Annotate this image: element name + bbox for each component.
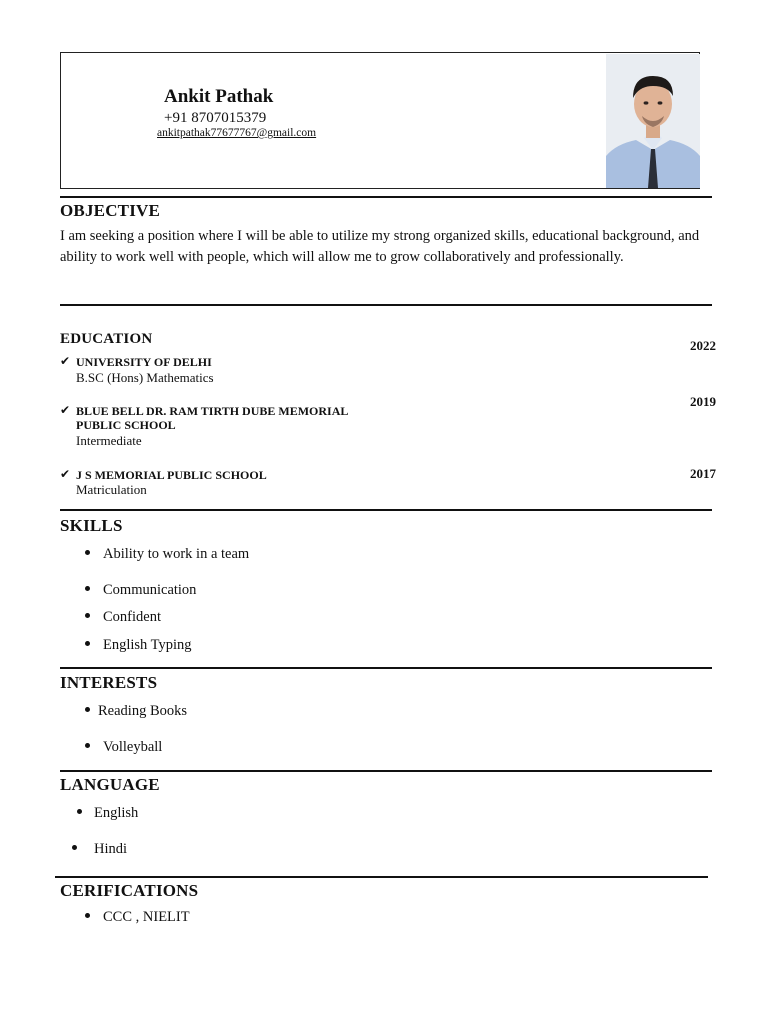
- education-title: EDUCATION: [60, 331, 153, 347]
- list-item: Ability to work in a team: [85, 546, 249, 563]
- portrait-illustration: [606, 54, 700, 188]
- list-item: English Typing: [85, 637, 192, 654]
- list-item: Communication: [85, 582, 196, 599]
- edu-school-2-line2: PUBLIC SCHOOL: [76, 418, 176, 432]
- edu-degree-3: Matriculation: [76, 482, 147, 497]
- bullet-icon: [85, 613, 90, 618]
- bullet-icon: [85, 707, 90, 712]
- bullet-icon: [85, 641, 90, 646]
- edu-year-3: 2017: [690, 466, 716, 481]
- list-item: Confident: [85, 609, 161, 626]
- bullet-icon: [85, 913, 90, 918]
- edu-year-1: 2022: [690, 338, 716, 353]
- list-item: CCC , NIELIT: [85, 909, 190, 926]
- edu-school-1: UNIVERSITY OF DELHI: [76, 355, 212, 369]
- objective-title: OBJECTIVE: [60, 201, 161, 220]
- list-item: English: [77, 805, 138, 822]
- bullet-icon: [72, 845, 77, 850]
- section-divider: [60, 667, 712, 669]
- check-icon: ✔: [60, 354, 71, 368]
- objective-text: I am seeking a position where I will be able to utilize my strong organized skills, educational background, and ability to work well with people, which will allow me to grow collaboratively and professionally.: [60, 228, 700, 265]
- list-item: Volleyball: [85, 739, 162, 756]
- list-item: Reading Books: [85, 703, 187, 720]
- skills-title: SKILLS: [60, 516, 123, 535]
- section-divider: [60, 509, 712, 511]
- list-item: Hindi: [72, 841, 127, 858]
- section-divider: [60, 770, 712, 772]
- section-divider: [60, 196, 712, 198]
- bullet-icon: [85, 743, 90, 748]
- check-icon: ✔: [60, 467, 71, 481]
- edu-school-3: J S MEMORIAL PUBLIC SCHOOL: [76, 468, 267, 482]
- section-divider: [60, 304, 712, 306]
- bullet-icon: [85, 586, 90, 591]
- check-icon: ✔: [60, 403, 71, 417]
- interests-title: INTERESTS: [60, 673, 158, 692]
- edu-year-2: 2019: [690, 394, 716, 409]
- certifications-title: CERIFICATIONS: [60, 881, 199, 900]
- edu-degree-1: B.SC (Hons) Mathematics: [76, 370, 214, 385]
- bullet-icon: [77, 809, 82, 814]
- phone-number: +91 8707015379: [164, 110, 267, 126]
- profile-photo: [606, 54, 700, 188]
- email-link[interactable]: ankitpathak77677767@gmail.com: [157, 127, 317, 139]
- header-box: [60, 52, 700, 189]
- language-title: LANGUAGE: [60, 775, 160, 794]
- edu-degree-2: Intermediate: [76, 433, 142, 448]
- candidate-name: Ankit Pathak: [164, 86, 274, 107]
- bullet-icon: [85, 550, 90, 555]
- edu-school-2-line1: BLUE BELL DR. RAM TIRTH DUBE MEMORIAL: [76, 404, 349, 418]
- section-divider: [55, 876, 708, 878]
